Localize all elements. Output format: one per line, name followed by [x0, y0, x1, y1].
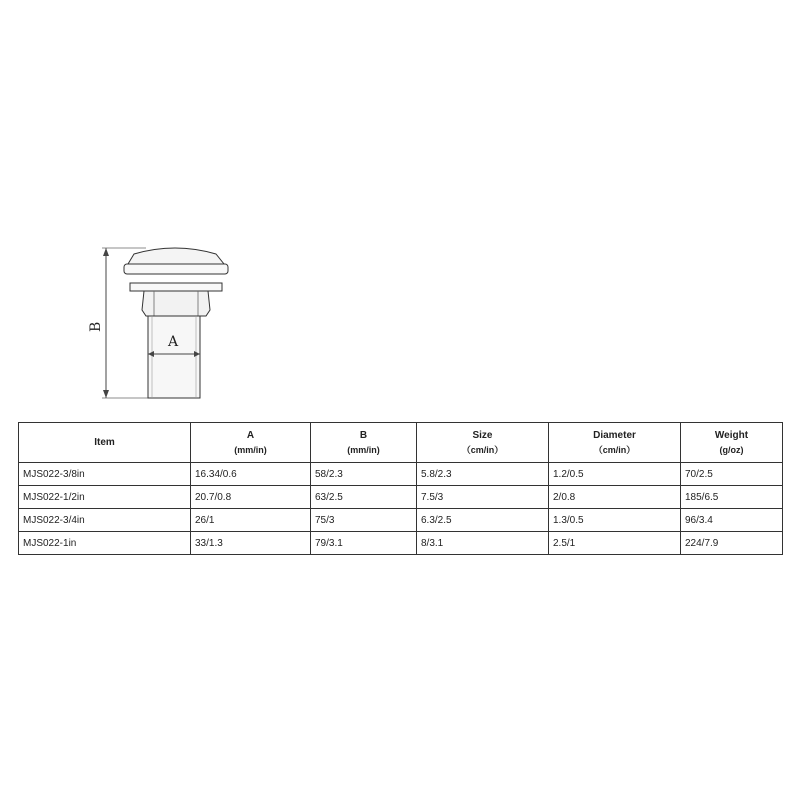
- header-weight: Weight (g/oz): [681, 423, 783, 463]
- table-row: [19, 509, 783, 532]
- fitting-dimension-drawing: [90, 238, 240, 408]
- cell-item: MJS022-1/2in: [19, 486, 191, 509]
- cell-weight: 224/7.9: [681, 532, 783, 555]
- cell-b: 79/3.1: [311, 532, 417, 555]
- cell-item: MJS022-1in: [19, 532, 191, 555]
- cell-weight: 70/2.5: [681, 463, 783, 486]
- cell-weight: 96/3.4: [681, 509, 783, 532]
- table-row: [19, 463, 783, 486]
- cell-item: MJS022-3/8in: [19, 463, 191, 486]
- table-header-row: [19, 423, 783, 463]
- header-a: A (mm/in): [191, 423, 311, 463]
- cell-weight: 185/6.5: [681, 486, 783, 509]
- pipe-body: [148, 316, 200, 398]
- header-item: Item: [19, 423, 191, 463]
- cell-item: MJS022-3/4in: [19, 509, 191, 532]
- cell-a: 20.7/0.8: [191, 486, 311, 509]
- header-b: B (mm/in): [311, 423, 417, 463]
- table-row: [19, 486, 783, 509]
- cell-b: 75/3: [311, 509, 417, 532]
- cap-rim: [124, 264, 228, 274]
- cell-b: 63/2.5: [311, 486, 417, 509]
- washer-flange: [130, 283, 222, 291]
- dimension-b-arrow-bottom: [103, 390, 109, 398]
- cell-diameter: 2/0.8: [549, 486, 681, 509]
- cell-diameter: 1.3/0.5: [549, 509, 681, 532]
- cell-a: 16.34/0.6: [191, 463, 311, 486]
- dome-cap: [128, 248, 224, 264]
- hex-nut: [142, 291, 210, 316]
- cell-size: 8/3.1: [417, 532, 549, 555]
- cell-diameter: 1.2/0.5: [549, 463, 681, 486]
- cell-a: 33/1.3: [191, 532, 311, 555]
- cell-size: 6.3/2.5: [417, 509, 549, 532]
- table-row: [19, 532, 783, 555]
- cell-b: 58/2.3: [311, 463, 417, 486]
- header-size: Size （cm/in）: [417, 423, 549, 463]
- cell-size: 7.5/3: [417, 486, 549, 509]
- dimension-b-arrow-top: [103, 248, 109, 256]
- header-diameter: Diameter （cm/in）: [549, 423, 681, 463]
- dimension-a-label: A: [168, 334, 179, 350]
- spec-table: [18, 422, 783, 555]
- dimension-b-label: B: [88, 321, 104, 332]
- cell-diameter: 2.5/1: [549, 532, 681, 555]
- cell-a: 26/1: [191, 509, 311, 532]
- cell-size: 5.8/2.3: [417, 463, 549, 486]
